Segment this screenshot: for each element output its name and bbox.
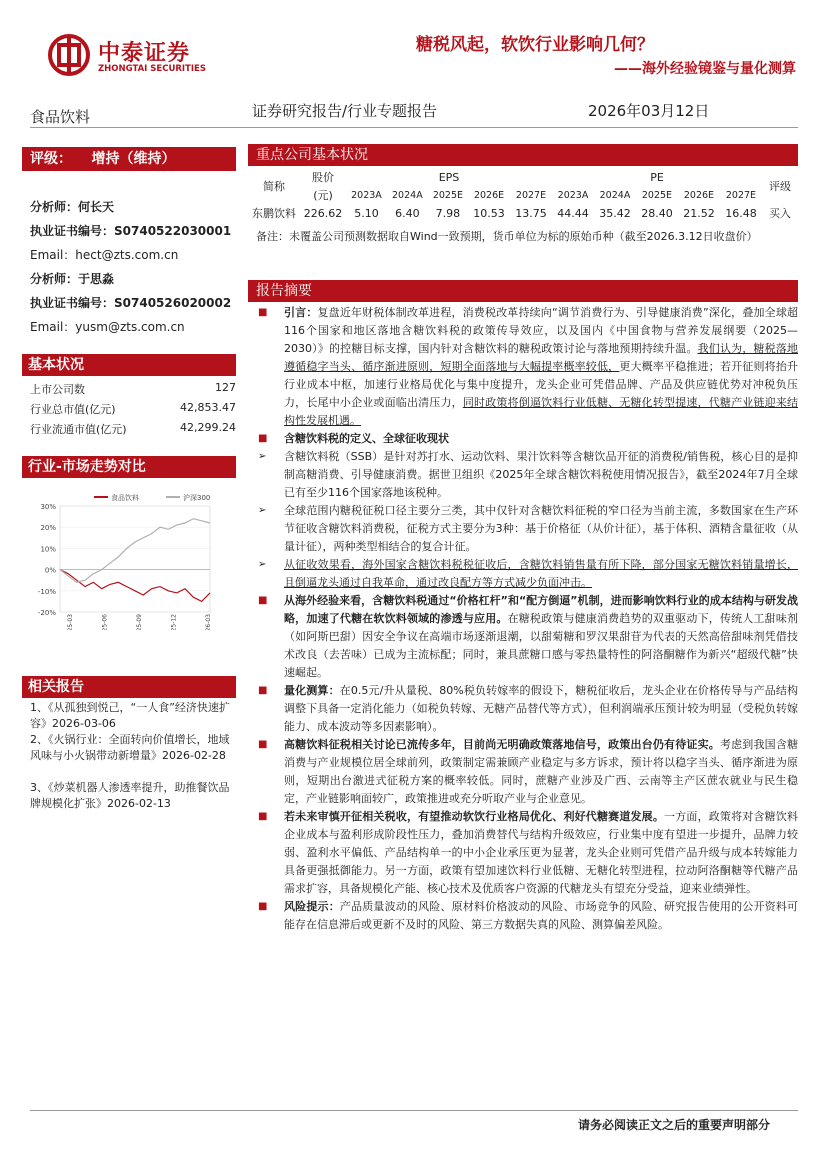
- company-name: 东鹏饮料: [252, 207, 296, 220]
- basic-value: 42,299.24: [180, 421, 236, 434]
- section-2-heading: 从海外经验来看，含糖饮料税通过“价格杠杆”和“配方倒逼”机制，进而影响饮料行业的成本结构与研发战略，加速了代糖在软饮料领域的渗透与应用。: [284, 594, 798, 625]
- trend-chart-svg: [26, 490, 238, 630]
- x-tick-label: 2026-03: [205, 614, 212, 630]
- year-header: 2024A: [392, 189, 423, 201]
- email-label: Email：: [30, 248, 76, 262]
- brand-name: 中泰证券: [98, 41, 191, 66]
- section-1-point-text: 从征收效果看，海外国家含糖饮料税税征收后，含糖饮料销售量有所下降，部分国家无糖饮料销量增长，且倒逼龙头通过自我革命，通过改良配方等方式减少负面冲击。: [284, 558, 798, 589]
- legend-label: 食品饮料: [111, 494, 139, 502]
- analyst-1-name-row: [30, 198, 114, 215]
- company-table-header: 重点公司基本状况: [248, 144, 798, 166]
- basic-row: [30, 401, 236, 417]
- pe-value: 35.42: [599, 206, 631, 220]
- company-table: [248, 168, 798, 222]
- summary-intro: [248, 304, 798, 430]
- pe-value: 16.48: [725, 206, 757, 220]
- square-bullet-icon: ■: [258, 595, 268, 606]
- col-name-header: 简称: [263, 180, 285, 193]
- y-tick-label: 10%: [40, 545, 56, 554]
- trend-chart: [26, 490, 238, 630]
- intro-tail: 同时政策将倒逼饮料行业低糖、无糖化转型提速，代糖产业链迎来结构性发展机遇。: [284, 396, 798, 427]
- report-date: 2026年03月12日: [588, 102, 710, 120]
- square-bullet-icon: ■: [258, 685, 268, 696]
- arrow-bullet-icon: ➢: [258, 451, 267, 462]
- section-5: [248, 808, 798, 898]
- section-2: [248, 592, 798, 682]
- cert-label: 执业证书编号：: [30, 224, 115, 238]
- year-header: 2026E: [473, 189, 505, 201]
- analyst-name: 于思淼: [78, 272, 115, 286]
- y-tick-label: 30%: [40, 503, 56, 511]
- section-4-text: 考虑到我国含糖消费与产业规模位居全球前列，政策制定需兼顾产业稳定与多方诉求，预计将以稳字当头、循序渐进为原则，短期出台激进式征税方案的概率较低。同时，蔗糖产业涉及广西、云南等主产区蔗农就业与民生稳定，产业链影响面较广，政策推进或充分听取产业与企业意见。: [284, 738, 799, 805]
- analyst-2-email-row: [30, 318, 185, 335]
- rating-bar: [22, 147, 236, 171]
- x-tick-label: 2025-06: [101, 614, 109, 630]
- square-bullet-icon: ■: [258, 307, 268, 318]
- cert-number: S0740526020002: [114, 296, 232, 310]
- report-type: 证券研究报告/行业专题报告: [252, 102, 438, 120]
- report-subtitle: ——海外经验镜鉴与量化测算: [614, 61, 796, 77]
- section-4-heading: 高糖饮料征税相关讨论已流传多年，目前尚无明确政策落地信号，政策出台仍有待证实。: [284, 738, 720, 751]
- summary-body: [248, 304, 798, 934]
- summary-header: 报告摘要: [248, 280, 798, 302]
- intro-view: 我们认为，糖税落地遵循稳字当头、循序渐进原则，短期全面落地与大幅提率概率较低，: [284, 342, 799, 373]
- intro-rest: 更大概率平稳推进；若开征则将抬升行业成本中枢，加速行业格局优化与集中度提升，龙头企业可凭借品牌、产品及供应链优势对冲税负压力，长尾中小企业或面临出清压力，: [284, 360, 799, 409]
- brand-name-en: ZHONGTAI SECURITIES: [98, 64, 206, 74]
- pe-value: 44.44: [557, 206, 589, 220]
- footer-disclaimer: 请务必阅读正文之后的重要声明部分: [577, 1118, 770, 1132]
- basic-status-header: 基本状况: [22, 354, 236, 376]
- eps-value: 13.75: [515, 206, 547, 220]
- basic-label: 上市公司数: [30, 383, 85, 396]
- email-value[interactable]: hect@zts.com.cn: [75, 248, 179, 262]
- analyst-1-cert-row: [30, 222, 231, 239]
- year-header: 2025E: [432, 189, 464, 201]
- section-1-point: [248, 448, 798, 502]
- section-1-heading: 含糖饮料税的定义、全球征收现状: [284, 432, 449, 445]
- eps-value: 10.53: [473, 206, 505, 220]
- rating-value: 增持（维持）: [91, 151, 176, 167]
- section-1-title: [248, 430, 798, 448]
- company-price: 226.62: [303, 206, 343, 220]
- col-rating-header: 评级: [769, 180, 791, 193]
- arrow-bullet-icon: ➢: [258, 505, 267, 516]
- section-5-text: 一方面，政策将对含糖饮料企业成本与盈利形成阶段性压力，叠加消费替代与结构升级效应，行业集中度有望进一步提升，品牌力较弱、盈利水平偏低、产品结构单一的中小企业承压更为显著，龙头企业则可凭借产品升级与成本转嫁能力具备更强抵御能力。另一方面，政策有望加速饮料行业低糖、无糖化转型进程，拉动阿洛酮糖等代糖产品需求扩容，具备规模化产能、核心技术及优质客户资源的代糖龙头有望充分受益，迎来业绩弹性。: [284, 810, 799, 895]
- email-value[interactable]: yusm@zts.com.cn: [75, 320, 185, 334]
- basic-row: [30, 381, 236, 397]
- eps-value: 5.10: [354, 206, 379, 220]
- trend-header: 行业-市场走势对比: [22, 456, 236, 478]
- col-pe-header: PE: [650, 170, 664, 184]
- x-tick-label: 2025-12: [170, 614, 178, 630]
- y-tick-label: -20%: [37, 609, 56, 617]
- x-tick-label: 2025-09: [136, 614, 143, 630]
- pe-value: 21.52: [683, 206, 715, 220]
- related-report-item[interactable]: 1、《从孤独到悦己，“一人食”经济快速扩容》2026-03-06: [30, 701, 230, 730]
- analyst-label: 分析师：: [30, 272, 79, 286]
- col-price-unit: (元): [313, 189, 333, 202]
- square-bullet-icon: ■: [258, 739, 268, 750]
- report-title: 糖税风起，软饮行业影响几何？: [416, 35, 654, 55]
- risk-label: 风险提示：: [284, 900, 340, 913]
- analyst-2-name-row: [30, 270, 114, 287]
- square-bullet-icon: ■: [258, 811, 268, 822]
- section-1-point-text: 全球范围内糖税征税口径主要分三类，其中仅针对含糖饮料征税的窄口径为当前主流，多数国家在生产环节征收含糖饮料消费税，征税方式主要分为3种：基于价格征（从价计征），基于体积、酒精含量征收（从量计征），两种类型相结合的复合计征。: [284, 504, 798, 553]
- square-bullet-icon: ■: [258, 433, 268, 444]
- basic-value: 42,853.47: [180, 401, 236, 414]
- x-tick-label: 2025-03: [67, 614, 74, 630]
- section-1-point: [248, 556, 798, 592]
- risk-section: [248, 898, 798, 934]
- y-tick-label: -10%: [37, 587, 56, 596]
- intro-label: 引言：: [284, 306, 318, 319]
- analyst-1-email-row: [30, 246, 178, 263]
- year-header: 2026E: [683, 189, 715, 201]
- company-logo: [48, 34, 218, 80]
- section-1-point-text: 含糖饮料税（SSB）是针对苏打水、运动饮料、果汁饮料等含糖饮品开征的消费税/销售税，核心目的是抑制高糖消费、引导健康消费。据世卫组织《2025年全球含糖饮料税使用情况报告》，截至2024年7月全球已有至少116个国家落地该税种。: [284, 450, 798, 499]
- industry-label: 食品饮料: [30, 108, 91, 126]
- section-4: [248, 736, 798, 808]
- basic-label: 行业总市值(亿元): [30, 403, 116, 416]
- related-reports-header: 相关报告: [22, 676, 236, 698]
- table-note: 备注：未覆盖公司预测数据取自Wind一致预期，货币单位为标的原始币种（截至2026.3.12日收盘价）: [256, 230, 758, 243]
- cert-number: S0740522030001: [114, 224, 232, 238]
- square-bullet-icon: ■: [258, 901, 268, 912]
- section-3-label: 量化测算：: [284, 684, 340, 697]
- analyst-label: 分析师：: [30, 200, 79, 214]
- eps-value: 6.40: [395, 206, 420, 220]
- y-tick-label: 20%: [40, 524, 56, 533]
- year-header: 2024A: [599, 189, 631, 201]
- series-line-industry: [60, 570, 210, 602]
- email-label: Email：: [30, 320, 76, 334]
- logo-mark-icon: [48, 34, 90, 76]
- basic-row: [30, 421, 236, 437]
- section-3-text: 在0.5元/升从量税、80%税负转嫁率的假设下，糖税征收后，龙头企业在价格传导与产品结构调整下具备一定消化能力（如税负转嫁、无糖产品替代等方式），但利润端承压预计较为明显（受税负转嫁能力、成本波动等多因素影响）。: [284, 684, 799, 733]
- intro-text: 复盘近年财税体制改革进程，消费税改革持续向“调节消费行为、引导健康消费”深化，叠加全球超116个国家和地区落地含糖饮料税的政策传导效应，以及国内《中国食物与营养发展纲要（2025—2030）》的控糖目标支撑，国内针对含糖饮料的糖税政策讨论与落地预期持续升温。: [284, 306, 798, 355]
- col-eps-header: EPS: [438, 170, 460, 184]
- footer-divider: [30, 1110, 798, 1111]
- col-price-header: 股价: [312, 171, 334, 184]
- legend-label: 沪深300: [183, 494, 211, 502]
- cert-label: 执业证书编号：: [30, 296, 115, 310]
- basic-label: 行业流通市值(亿元): [30, 423, 127, 436]
- eps-value: 7.98: [435, 206, 461, 220]
- analyst-name: 何长天: [78, 200, 115, 214]
- section-1-point: [248, 502, 798, 556]
- section-5-heading: 若未来审慎开征相关税收，有望推动软饮行业格局优化、利好代糖赛道发展。: [284, 810, 665, 823]
- pe-value: 28.40: [641, 206, 673, 220]
- y-tick-label: 0%: [44, 566, 56, 575]
- year-header: 2027E: [515, 189, 547, 201]
- related-report-item[interactable]: 2、《火锅行业：全面转向价值增长，地域风味与小火锅带动新增量》2026-02-28: [30, 733, 230, 762]
- section-3: [248, 682, 798, 736]
- company-rating: 买入: [769, 207, 791, 220]
- arrow-bullet-icon: ➢: [258, 559, 267, 570]
- basic-value: 127: [215, 381, 236, 394]
- section-2-text: 在糖税政策与健康消费趋势的双重驱动下，传统人工甜味剂（如阿斯巴甜）因安全争议在高端市场逐渐退潮，以甜菊糖和罗汉果甜苷为代表的天然高倍甜味剂凭借技术改良（去苦味）已成为主流标配；同时，兼具蔗糖口感与零热量特性的阿洛酮糖作为新兴“超级代糖”快速崛起。: [284, 612, 799, 679]
- risk-text: 产品质量波动的风险、原材料价格波动的风险、市场竞争的风险、研究报告使用的公开资料可能存在信息滞后或更新不及时的风险、第三方数据失真的风险、测算偏差风险。: [284, 900, 798, 931]
- year-header: 2025E: [641, 189, 673, 201]
- rating-label: 评级：: [30, 151, 72, 167]
- year-header: 2027E: [725, 189, 757, 201]
- series-line-index: [60, 519, 210, 583]
- header-divider: [30, 127, 798, 128]
- table-row: [248, 204, 798, 222]
- related-report-item[interactable]: 3、《炒菜机器人渗透率提升，助推餐饮品牌规模化扩张》2026-02-13: [30, 781, 230, 810]
- analyst-2-cert-row: [30, 294, 231, 311]
- year-header: 2023A: [351, 189, 382, 201]
- year-header: 2023A: [557, 189, 589, 201]
